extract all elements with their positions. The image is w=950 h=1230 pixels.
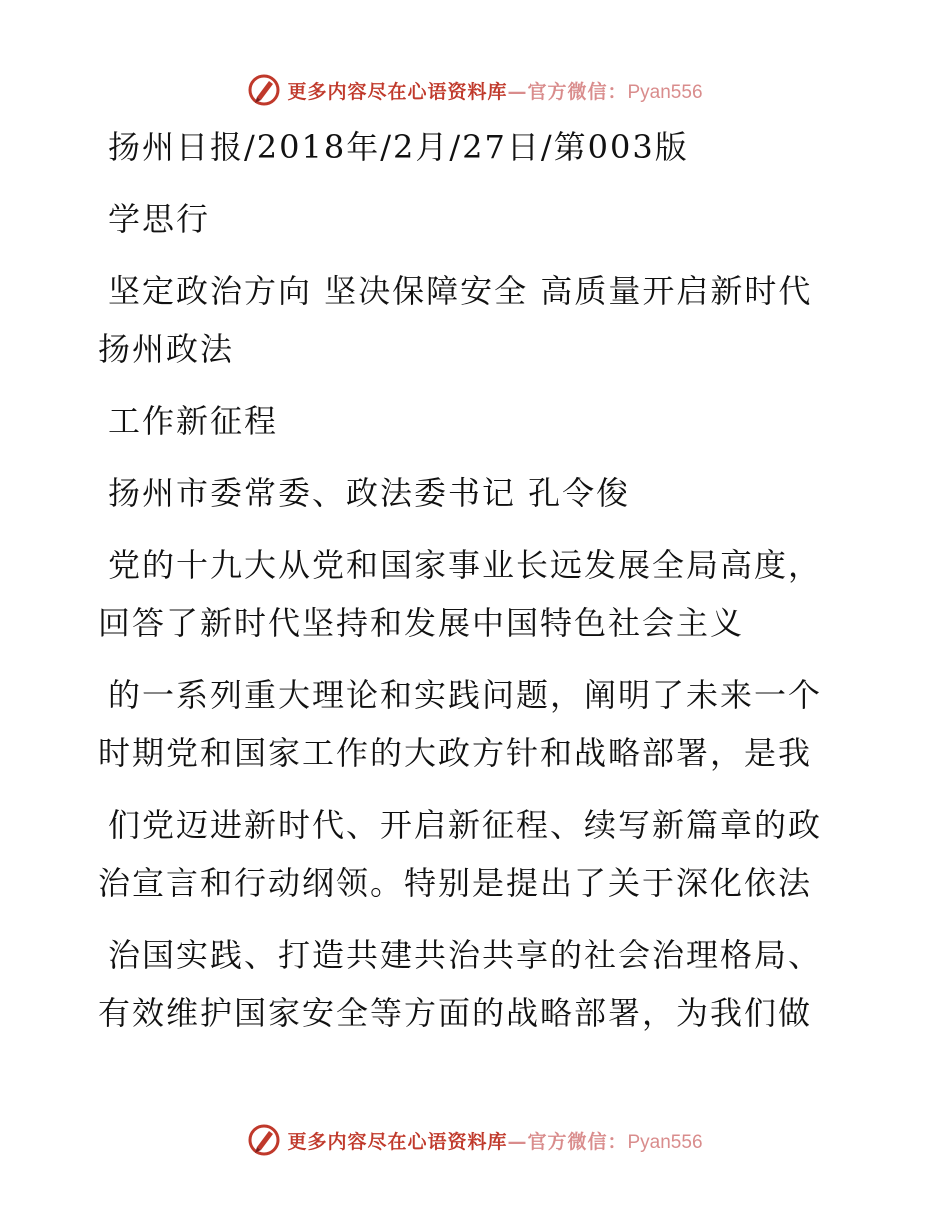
banner-left-text: 更多内容尽在心语资料库	[287, 80, 508, 103]
headline-line-2: 扬州政法	[98, 330, 235, 368]
body-line: 回答了新时代坚持和发展中国特色社会主义	[98, 604, 745, 642]
body-line: 治国实践、打造共建共治共享的社会治理格局、	[108, 936, 823, 974]
banner-right-text: 官方微信：	[527, 1130, 628, 1153]
column-name: 学思行	[108, 200, 211, 238]
banner-left-text: 更多内容尽在心语资料库	[287, 1130, 508, 1153]
body-line: 的一系列重大理论和实践问题，阐明了未来一个	[108, 676, 823, 714]
banner-right-text: 官方微信：	[527, 80, 628, 103]
footer-banner	[0, 1120, 950, 1160]
pen-logo-icon	[247, 1123, 281, 1157]
body-line: 们党迈进新时代、开启新征程、续写新篇章的政	[108, 806, 823, 844]
body-line: 治宣言和行动纲领。特别是提出了关于深化依法	[98, 864, 813, 902]
body-line: 时期党和国家工作的大政方针和战略部署，是我	[98, 734, 813, 772]
body-line: 党的十九大从党和国家事业长远发展全局高度，	[108, 546, 823, 584]
banner-wechat-id: Pyan556	[627, 1131, 703, 1153]
body-line: 有效维护国家安全等方面的战略部署，为我们做	[98, 994, 813, 1032]
headline-line-3: 工作新征程	[108, 402, 279, 440]
headline-line-1: 坚定政治方向 坚决保障安全 高质量开启新时代	[108, 272, 813, 310]
pen-logo-icon	[247, 73, 281, 107]
banner-dash: —	[507, 1130, 528, 1153]
banner-dash: —	[507, 80, 528, 103]
source-line: 扬州日报/2018年/2月/27日/第003版	[108, 128, 689, 166]
author-line: 扬州市委常委、政法委书记 孔令俊	[108, 474, 631, 512]
banner-wechat-id: Pyan556	[627, 81, 703, 103]
article-body	[98, 118, 858, 1042]
header-banner	[0, 70, 950, 110]
